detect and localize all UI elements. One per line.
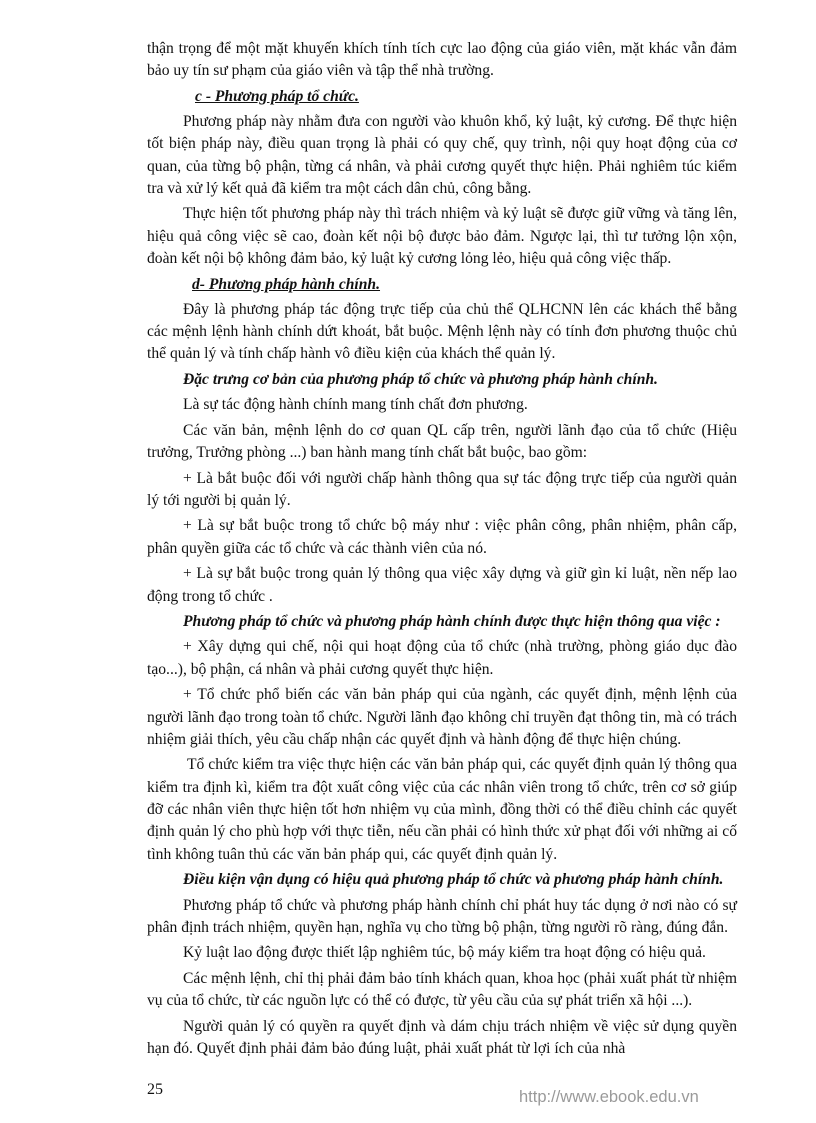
paragraph-continuation: thận trọng để một mặt khuyến khích tính tích cực lao động của giáo viên, mặt khác vẫn đảm bảo uy tín sư phạm của giáo viên và tập thể nhà trường. bbox=[147, 40, 737, 80]
paragraph: Tổ chức kiểm tra việc thực hiện các văn bản pháp qui, các quyết định quản lý thông qua kiểm tra định kì, kiểm tra đột xuất công việc của các nhân viên trong tổ chức, trên cơ sở giúp đỡ các nhân viên thực hiện tốt hơn nhiệm vụ của mình, đồng thời có thể điều chỉnh các quyết định quản lý cho phù hợp với thực tiễn, nếu cần phải có hình thức xử phạt đối với những ai cố tình không tuân thủ các văn bản pháp qui, các quyết định quản lý. bbox=[147, 756, 737, 863]
subheading-implementation: Phương pháp tổ chức và phương pháp hành chính được thực hiện thông qua việc : bbox=[183, 613, 721, 630]
list-item: + Xây dựng qui chế, nội qui hoạt động của tổ chức (nhà trường, phòng giáo dục đào tạo...), bộ phận, cá nhân và phải cương quyết thực hiện. bbox=[147, 638, 737, 678]
paragraph: Thực hiện tốt phương pháp này thì trách nhiệm và kỷ luật sẽ được giữ vững và tăng lên, hiệu quả công việc sẽ cao, đoàn kết nội bộ được bảo đảm. Ngược lại, thì tư tưởng lộn xộn, đoàn kết nội bộ không đảm bảo, kỷ luật kỷ cương lỏng lẻo, hiệu quả công việc thấp. bbox=[147, 205, 737, 268]
paragraph: Kỷ luật lao động được thiết lập nghiêm túc, bộ máy kiểm tra hoạt động có hiệu quả. bbox=[183, 944, 706, 962]
footer-url: http://www.ebook.edu.vn bbox=[519, 1088, 699, 1106]
page-number: 25 bbox=[147, 1081, 163, 1098]
list-item: + Là sự bắt buộc trong tổ chức bộ máy như : việc phân công, phân nhiệm, phân cấp, phân quyền giữa các tổ chức và các thành viên của nó. bbox=[147, 517, 737, 557]
document-body bbox=[147, 38, 737, 1063]
paragraph: Phương pháp tổ chức và phương pháp hành chính chỉ phát huy tác dụng ở nơi nào có sự phân định trách nhiệm, quyền hạn, nghĩa vụ cho từng bộ phận, từng người rõ ràng, đúng đắn. bbox=[147, 896, 737, 936]
paragraph: Phương pháp này nhằm đưa con người vào khuôn khổ, kỷ luật, kỷ cương. Để thực hiện tốt biện pháp này, điều quan trọng là phải có quy chế, quy trình, nội quy hoạt động của cơ quan, của từng bộ phận, từng cá nhân, và phải cương quyết thực hiện. Phải nghiêm túc kiểm tra và xử lý kết quả đã kiểm tra một cách dân chủ, công bằng. bbox=[147, 113, 737, 197]
paragraph: Người quản lý có quyền ra quyết định và dám chịu trách nhiệm về việc sử dụng quyền hạn đó. Quyết định phải đảm bảo đúng luật, phải xuất phát từ lợi ích của nhà bbox=[147, 1017, 737, 1057]
list-item: + Là sự bắt buộc trong quản lý thông qua việc xây dựng và giữ gìn kỉ luật, nền nếp lao động trong tổ chức . bbox=[147, 565, 737, 605]
paragraph: Các mệnh lệnh, chỉ thị phải đảm bảo tính khách quan, khoa học (phải xuất phát từ nhiệm vụ của tổ chức, từ các nguồn lực có thể có được, từ yêu cầu của sự phát triển xã hội ...). bbox=[147, 969, 737, 1010]
subheading-conditions: Điều kiện vận dụng có hiệu quả phương pháp tổ chức và phương pháp hành chính. bbox=[183, 871, 724, 889]
subheading-characteristics: Đặc trưng cơ bản của phương pháp tổ chức và phương pháp hành chính. bbox=[183, 370, 658, 388]
section-heading-d: d- Phương pháp hành chính. bbox=[192, 275, 381, 293]
list-item: + Là bắt buộc đối với người chấp hành thông qua sự tác động trực tiếp của người quản lý tới người bị quản lý. bbox=[147, 469, 737, 509]
section-heading-c: c - Phương pháp tổ chức. bbox=[195, 87, 359, 105]
list-item: + Tổ chức phổ biến các văn bản pháp qui của ngành, các quyết định, mệnh lệnh của người lãnh đạo trong toàn tổ chức. Người lãnh đạo không chỉ truyền đạt thông tin, mà có trách nhiệm giải thích, yêu cầu chấp nhận các quyết định và hành động để thực hiện chúng. bbox=[147, 686, 737, 748]
paragraph: Các văn bản, mệnh lệnh do cơ quan QL cấp trên, người lãnh đạo của tổ chức (Hiệu trưởng, Trưởng phòng ...) ban hành mang tính chất bắt buộc, bao gồm: bbox=[147, 421, 737, 462]
paragraph: Là sự tác động hành chính mang tính chất đơn phương. bbox=[183, 396, 528, 414]
paragraph: Đây là phương pháp tác động trực tiếp của chủ thể QLHCNN lên các khách thể bằng các mệnh lệnh hành chính dứt khoát, bắt buộc. Mệnh lệnh này có tính đơn phương thuộc chủ thể quản lý và tính chấp hành vô điều kiện của khách thể quản lý. bbox=[147, 300, 737, 363]
